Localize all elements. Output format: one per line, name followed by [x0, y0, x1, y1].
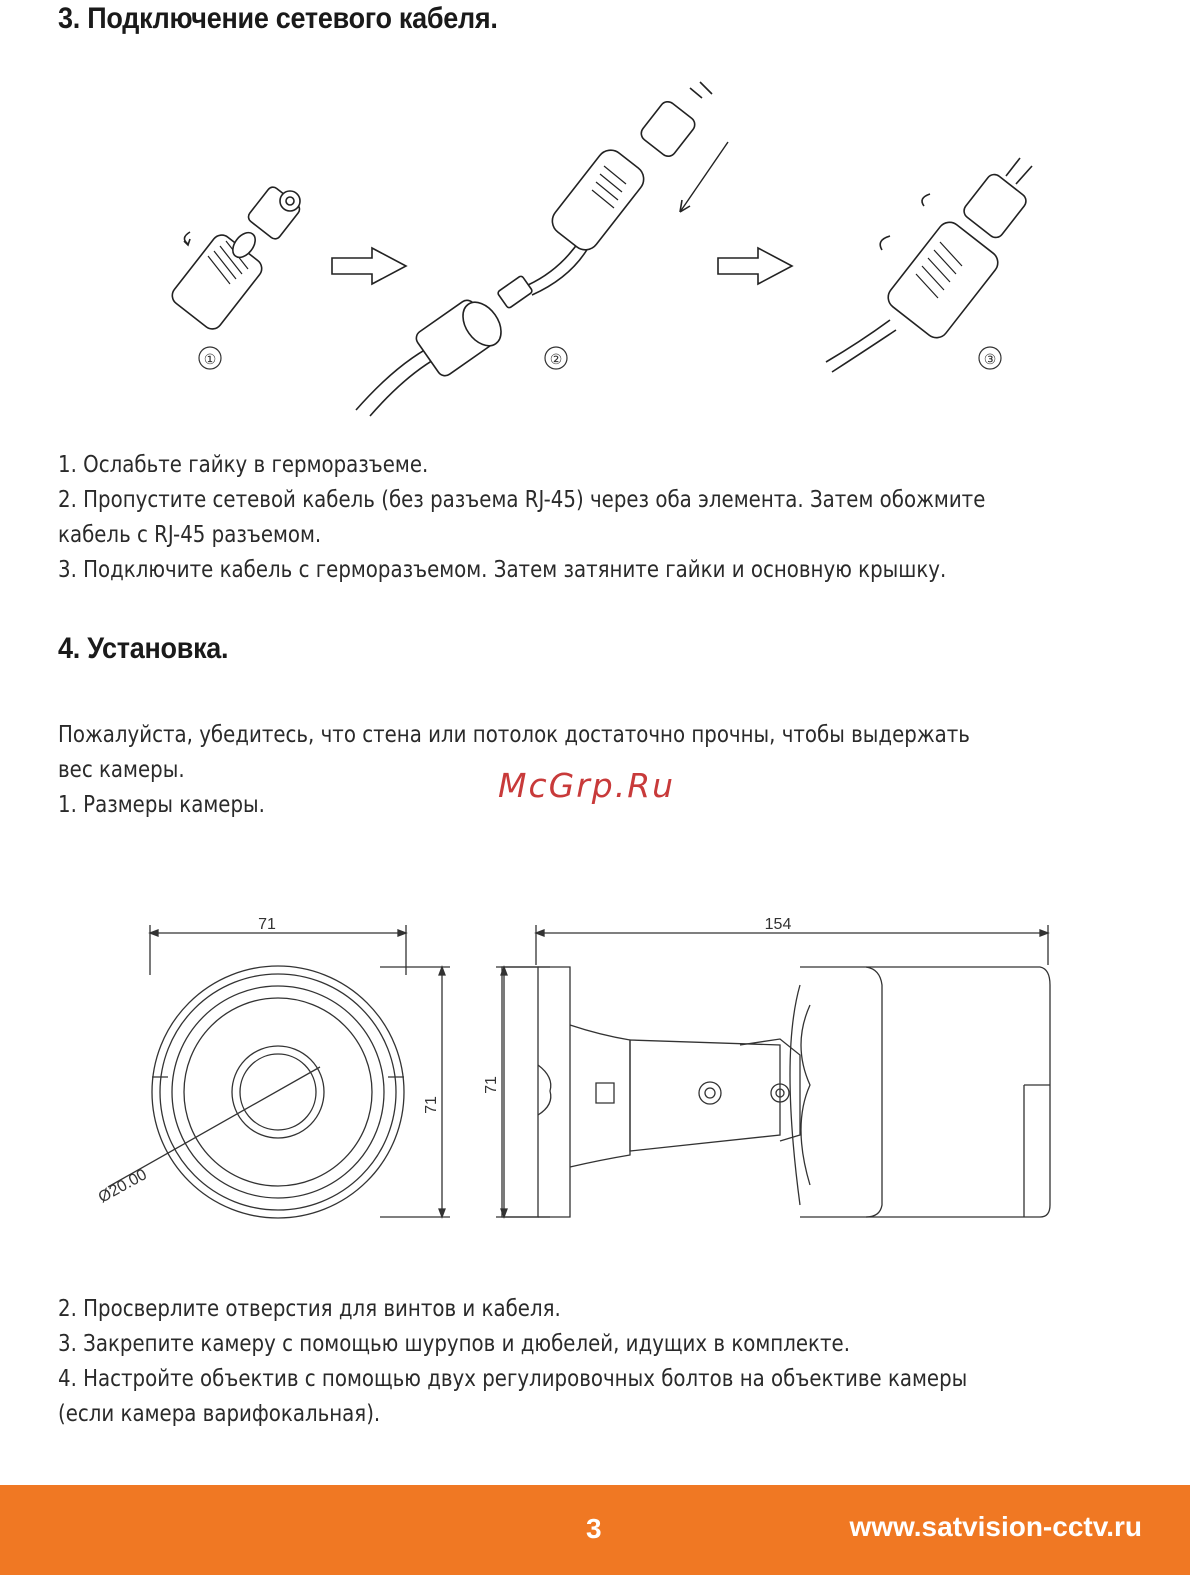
arrow-right-icon [332, 248, 406, 284]
website-link[interactable]: www.satvision-cctv.ru [849, 1511, 1142, 1542]
page-number: 3 [586, 1513, 602, 1544]
step-text: 3. Подключите кабель с герморазъемом. Затем затяните гайки и основную крышку. [58, 557, 947, 583]
step-2-label: ② [549, 351, 563, 367]
step-3-label: ③ [983, 351, 997, 367]
side-length-label: 154 [764, 916, 792, 933]
step-text: 2. Просверлите отверстия для винтов и кабеля. [58, 1296, 561, 1322]
page-footer [0, 1485, 1190, 1575]
lens-diameter-label: Ø20.00 [95, 1166, 150, 1207]
section-4-steps [58, 1292, 967, 1432]
section-3-steps [58, 448, 985, 588]
watermark: McGrp.Ru [498, 766, 676, 805]
front-width-label: 71 [258, 916, 276, 933]
camera-dimensions-drawing [80, 905, 1080, 1235]
step-2-assembly-drawing [356, 82, 728, 416]
intro-text: вес камеры. [58, 757, 185, 783]
section-3-title: 3. Подключение сетевого кабеля. [58, 2, 498, 35]
step-text: 3. Закрепите камеру с помощью шурупов и дюбелей, идущих в комплекте. [58, 1331, 850, 1357]
side-height-label: 71 [483, 1076, 500, 1094]
step-text: (если камера варифокальная). [58, 1401, 381, 1427]
camera-front-view [108, 966, 404, 1218]
step-text: 2. Пропустите сетевой кабель (без разъема RJ-45) через оба элемента. Затем обожмите [58, 487, 986, 513]
section-4-title: 4. Установка. [58, 632, 229, 665]
intro-text: Пожалуйста, убедитесь, что стена или потолок достаточно прочны, чтобы выдержать [58, 722, 970, 748]
step-text: 4. Настройте объектив с помощью двух регулировочных болтов на объективе камеры [58, 1366, 968, 1392]
intro-text: 1. Размеры камеры. [58, 792, 265, 818]
step-1-label: ① [203, 351, 217, 367]
step-1-connector-drawing [168, 185, 302, 333]
step-text: кабель с RJ-45 разъемом. [58, 522, 322, 548]
front-height-label: 71 [423, 1096, 440, 1114]
step-text: 1. Ослабьте гайку в герморазъеме. [58, 452, 429, 478]
arrow-right-icon [718, 248, 792, 284]
cable-connection-illustration [160, 80, 1060, 420]
camera-side-view [502, 967, 1050, 1217]
step-3-assembled-drawing [826, 158, 1032, 372]
